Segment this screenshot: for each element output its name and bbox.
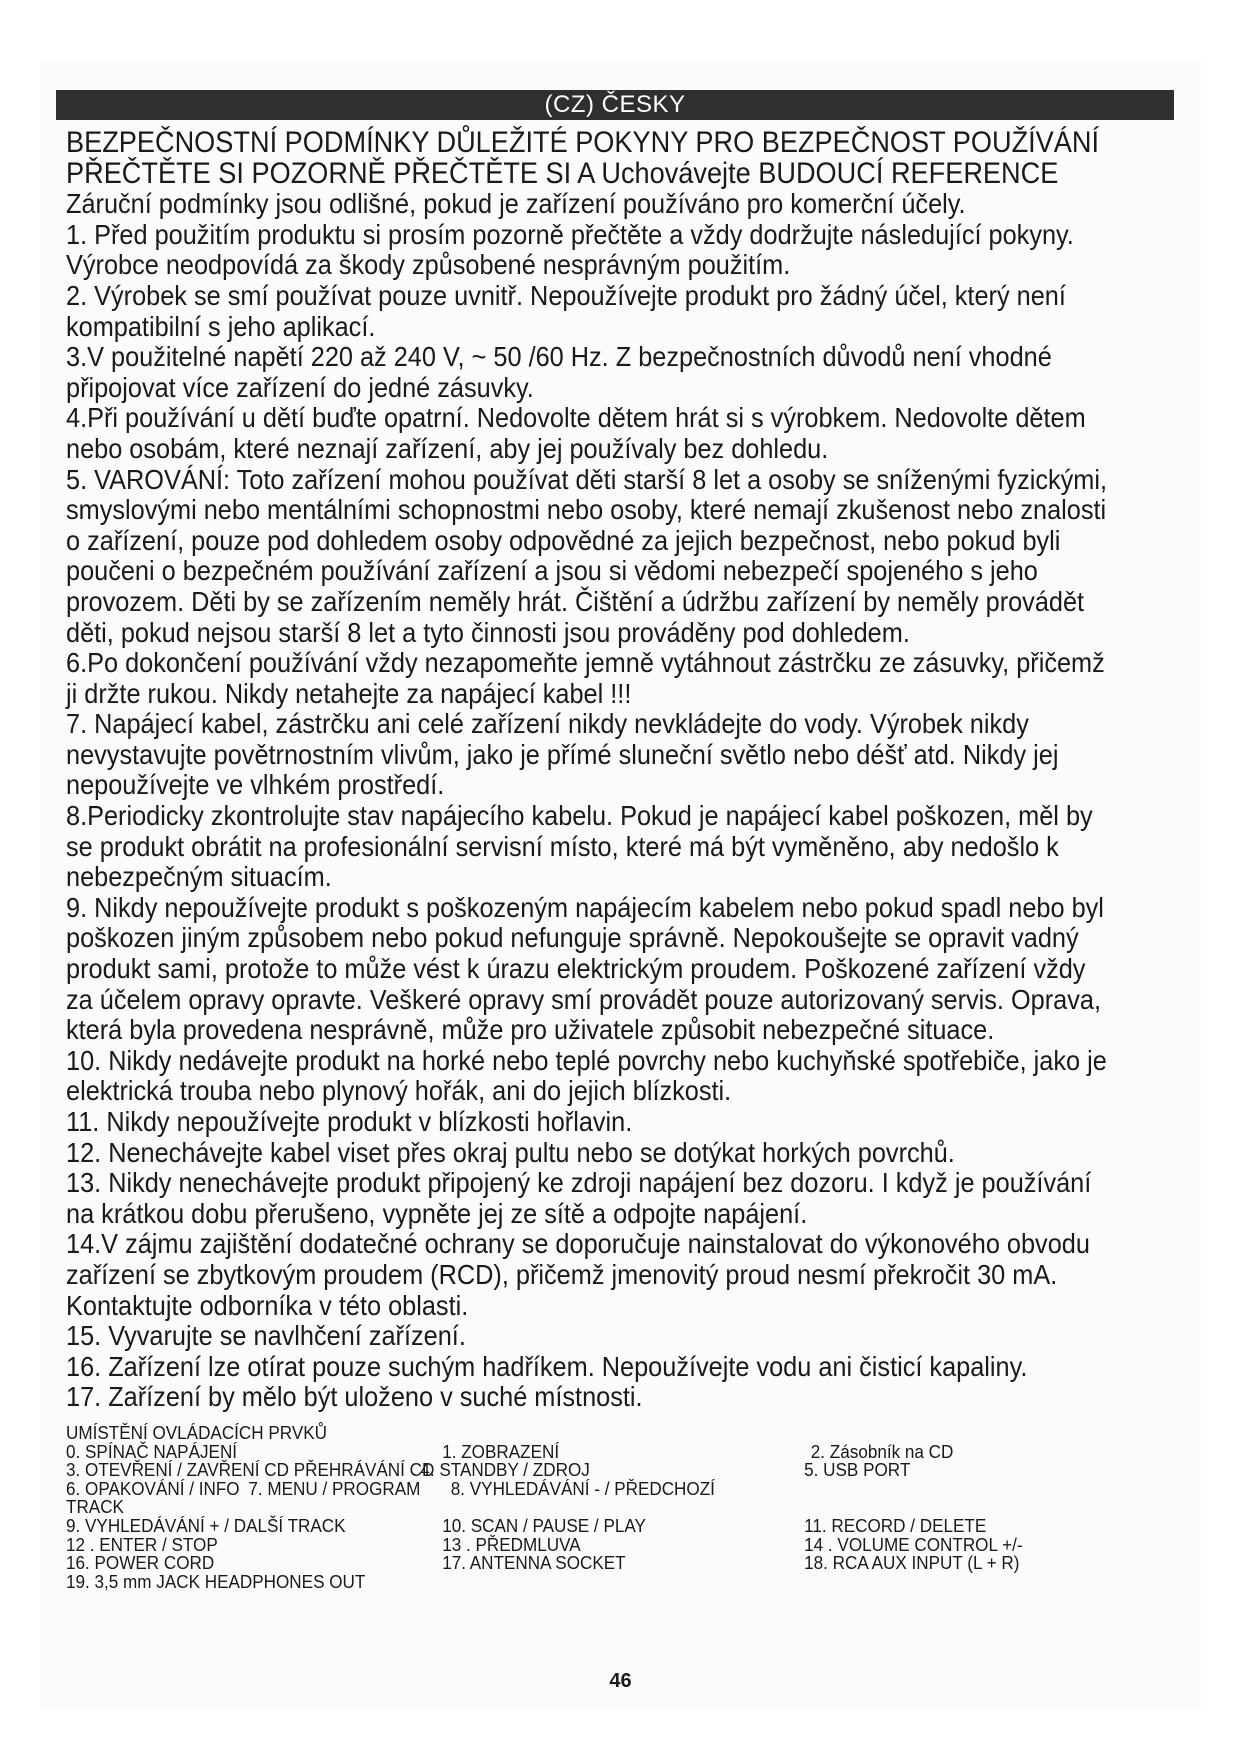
control-item: 2. Zásobník na CD (810, 1441, 954, 1462)
safety-text-line: nebezpečným situacím. (66, 861, 332, 893)
control-item: 12 . ENTER / STOP (66, 1534, 218, 1555)
language-label: (CZ) ČESKY (544, 91, 686, 118)
control-item: 3. OTEVŘENÍ / ZAVŘENÍ CD PŘEHRÁVÁNÍ CD (66, 1460, 435, 1481)
safety-text-line: na krátkou dobu přerušeno, vypněte jej ze sítě a odpojte napájení. (66, 1197, 808, 1229)
safety-text-line: 11. Nikdy nepoužívejte produkt v blízkosti hořlavin. (66, 1106, 633, 1137)
safety-text-line: nepoužívejte ve vlhkém prostředí. (66, 769, 445, 801)
safety-text-line: 1. Před použitím produktu si prosím pozorně přečtěte a vždy dodržujte následující pokyny. (66, 218, 1074, 250)
safety-text-line: provozem. Děti by se zařízením neměly hrát. Čištění a údržbu zařízení by neměly provádět (66, 585, 1085, 617)
safety-text-line: Výrobce neodpovídá za škody způsobené nesprávným použitím. (66, 249, 791, 281)
safety-heading-line-1: BEZPEČNOSTNÍ PODMÍNKY DŮLEŽITÉ POKYNY PRO BEZPEČNOST POUŽÍVÁNÍ (66, 126, 1100, 159)
safety-instructions (66, 126, 1108, 1413)
control-item: 16. POWER CORD (66, 1553, 215, 1574)
safety-text-line: 4.Při používání u dětí buďte opatrní. Nedovolte dětem hrát si s výrobkem. Nedovolte dětem (66, 402, 1086, 434)
control-item: 17. ANTENNA SOCKET (442, 1553, 626, 1574)
safety-text-line: za účelem opravy opravte. Veškeré opravy smí provádět pouze autorizovaný servis. Oprava, (66, 983, 1101, 1015)
safety-text-line: kompatibilní s jeho aplikací. (66, 310, 376, 342)
safety-text-line: ji držte rukou. Nikdy netahejte za napájecí kabel !!! (66, 677, 632, 709)
safety-text-line: 10. Nikdy nedávejte produkt na horké nebo teplé povrchy nebo kuchyňské spotřebiče, jako je (66, 1044, 1107, 1076)
safety-text-line: 15. Vyvarujte se navlhčení zařízení. (66, 1320, 466, 1352)
safety-text-line: 17. Zařízení by mělo být uloženo v suché místnosti. (66, 1381, 643, 1413)
control-item: TRACK (66, 1497, 124, 1518)
safety-text-line: 3.V použitelné napětí 220 až 240 V, ~ 50 /60 Hz. Z bezpečnostních důvodů není vhodné (66, 341, 1052, 373)
safety-text-line: 9. Nikdy nepoužívejte produkt s poškozeným napájecím kabelem nebo pokud spadl nebo byl (66, 891, 1104, 923)
control-item: 1. ZOBRAZENÍ (442, 1441, 560, 1462)
control-item: 13 . PŘEDMLUVA (442, 1534, 581, 1555)
control-item: 11. RECORD / DELETE (804, 1515, 987, 1536)
safety-text-line: 7. Napájecí kabel, zástrčku ani celé zařízení nikdy nevkládejte do vody. Výrobek nikdy (66, 708, 1029, 740)
safety-text-body (66, 188, 1108, 1413)
safety-text-line: 8.Periodicky zkontrolujte stav napájecího kabelu. Pokud je napájecí kabel poškozen, měl by (66, 800, 1093, 832)
safety-text-line: připojovat více zařízení do jedné zásuvky. (66, 371, 534, 403)
controls-section (66, 1424, 1111, 1591)
safety-text-line: nevystavujte povětrnostním vlivům, jako je přímé sluneční světlo nebo déšť atd. Nikdy jej (66, 738, 1059, 770)
control-item: 14 . VOLUME CONTROL +/- (804, 1534, 1023, 1555)
control-item: 18. RCA AUX INPUT (L + R) (804, 1553, 1020, 1574)
safety-text-line: produkt sami, protože to může vést k úrazu elektrickým proudem. Poškozené zařízení vždy (66, 953, 1086, 985)
safety-text-line: 5. VAROVÁNÍ: Toto zařízení mohou používat děti starší 8 let a osoby se sníženými fyzickými, (66, 463, 1108, 495)
safety-text-line: nebo osobám, které neznají zařízení, aby jej používaly bez dohledu. (66, 432, 829, 464)
safety-text-line: zařízení se zbytkovým proudem (RCD), přičemž jmenovitý proud nesmí překročit 30 mA. (66, 1258, 1058, 1290)
safety-text-line: elektrická trouba nebo plynový hořák, ani do jejich blízkosti. (66, 1075, 732, 1107)
safety-text-line: 14.V zájmu zajištění dodatečné ochrany se doporučuje nainstalovat do výkonového obvodu (66, 1228, 1090, 1260)
control-item: 0. SPÍNAČ NAPÁJENÍ (66, 1441, 238, 1462)
safety-text-line: děti, pokud nejsou starší 8 let a tyto činnosti jsou prováděny pod dohledem. (66, 616, 910, 648)
safety-text-line: 12. Nenechávejte kabel viset přes okraj pultu nebo se dotýkat horkých povrchů. (66, 1136, 955, 1168)
safety-text-line: se produkt obrátit na profesionální servisní místo, které má být vyměněno, aby nedošlo k (66, 830, 1059, 862)
safety-text-line: 16. Zařízení lze otírat pouze suchým hadříkem. Nepoužívejte vodu ani čisticí kapaliny. (66, 1350, 1028, 1382)
control-item: 19. 3,5 mm JACK HEADPHONES OUT (66, 1571, 366, 1592)
control-item: 8. VYHLEDÁVÁNÍ - / PŘEDCHOZÍ (450, 1478, 715, 1499)
control-item: 10. SCAN / PAUSE / PLAY (442, 1515, 646, 1536)
safety-text-line: Záruční podmínky jsou odlišné, pokud je zařízení používáno pro komerční účely. (66, 188, 966, 220)
page-number: 46 (609, 1670, 632, 1692)
safety-heading-line-2: PŘEČTĚTE SI POZORNĚ PŘEČTĚTE SI A Uchovávejte BUDOUCÍ REFERENCE (66, 156, 1059, 190)
safety-text-line: která byla provedena nesprávně, může pro uživatele způsobit nebezpečné situace. (66, 1014, 995, 1046)
controls-title: UMÍSTĚNÍ OVLÁDACÍCH PRVKŮ (66, 1423, 327, 1443)
control-item: 9. VYHLEDÁVÁNÍ + / DALŠÍ TRACK (66, 1515, 346, 1536)
control-item: 4. STANDBY / ZDROJ (420, 1460, 590, 1481)
safety-text-line: Kontaktujte odborníka v této oblasti. (66, 1289, 469, 1321)
language-header-bar (56, 90, 1174, 120)
safety-text-line: poškozen jiným způsobem nebo pokud nefunguje správně. Nepokoušejte se opravit vadný (66, 922, 1079, 954)
control-item: 6. OPAKOVÁNÍ / INFO (66, 1478, 240, 1499)
safety-text-line: poučeni o bezpečném používání zařízení a jsou si vědomi nebezpečí spojeného s jeho (66, 555, 1038, 587)
safety-text-line: o zařízení, pouze pod dohledem osoby odpovědné za jejich bezpečnost, nebo pokud byli (66, 524, 1061, 556)
safety-text-line: 2. Výrobek se smí používat pouze uvnitř. Nepoužívejte produkt pro žádný účel, který není (66, 279, 1066, 311)
control-item: 5. USB PORT (804, 1460, 911, 1481)
safety-text-line: smyslovými nebo mentálními schopnostmi nebo osoby, které nemají zkušenost nebo znalosti (66, 494, 1107, 526)
safety-text-line: 13. Nikdy nenechávejte produkt připojený ke zdroji napájení bez dozoru. I když je používání (66, 1167, 1092, 1199)
control-item: 7. MENU / PROGRAM (248, 1478, 421, 1499)
safety-text-line: 6.Po dokončení používání vždy nezapomeňte jemně vytáhnout zástrčku ze zásuvky, přičemž (66, 647, 1105, 679)
